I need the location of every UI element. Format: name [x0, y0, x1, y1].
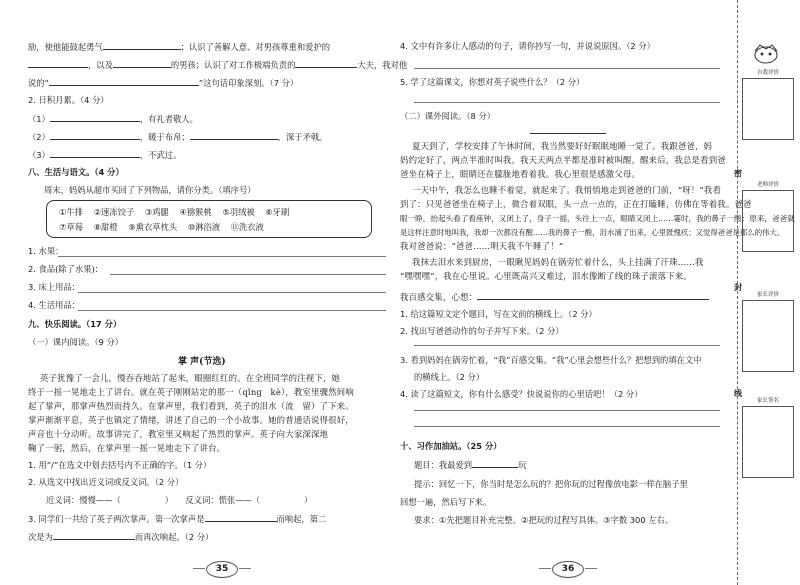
question-1: 1. 用“/”在选文中划去括号内不正确的字。（1 分）: [28, 460, 212, 470]
answer-blank[interactable]: [121, 494, 165, 503]
passage-line: 是这样注意时地叫我，我却一次都没有醒……我的鼻子一酸，泪水涌了出来，心里既愧疚；又觉得爸爸是那么的伟大。: [400, 228, 785, 237]
passage-line: 爸坐在椅子上，眼睛还在朦胧地看着我。我心里很是感激父母。: [400, 169, 641, 179]
passage-line: 我百感交集，心想：: [400, 290, 709, 305]
teacher-eval-box[interactable]: [742, 190, 794, 252]
q4: 4. 文中有许多让人感动的句子，请你抄写一句，并说说原因。（2 分）: [400, 41, 655, 51]
passage-line: 我对爸爸说：“爸爸……明天我不午睡了！”: [400, 241, 564, 251]
answer-blank[interactable]: [113, 58, 171, 68]
passage-line: 我抹去泪水来到厨房，一眼瞅见妈妈在锅旁忙着什么，头上挂满了汗珠……我: [412, 257, 704, 267]
parent-eval-box[interactable]: [742, 300, 794, 372]
category-bedding: 3. 床上用品：: [28, 282, 81, 292]
answer-line[interactable]: [414, 68, 720, 69]
teacher-eval-label: 老师评价: [756, 182, 779, 188]
passage-line: 妈约定好了，两点半准时叫我。我天天两点半都是准时被叫醒。醒来后，我总是看到爸: [400, 155, 726, 165]
question-3-cont: 次是为 而再次响起。（2 分）: [28, 532, 214, 542]
seal-char: 封: [734, 283, 742, 292]
items-row-1: ①牛排 ②速冻饺子 ③鸡腿 ④猕猴桃 ⑤羽绒被 ⑥牙刷: [59, 207, 290, 217]
question-3: 3. 同学们一共给了英子两次掌声。第一次掌声是 而响起，第二: [28, 514, 327, 524]
parent-eval-label: 家长评价: [756, 292, 779, 298]
parent-sign-box[interactable]: [742, 406, 794, 478]
answer-blank[interactable]: [190, 130, 278, 140]
seal-char: 线: [734, 389, 742, 398]
line-1: 励，使他能鼓起勇气 ；认识了善解人意、对男孩尊重和爱护的: [28, 42, 331, 52]
answer-blank[interactable]: [295, 58, 357, 68]
q2-item-2: （2） ，暖于布帛； ，深于矛戟。: [28, 132, 328, 142]
q3-cont: 的横线上。（2 分）: [414, 372, 485, 382]
requirements: 要求：①先把题目补充完整。②把玩的过程写具体。③字数 300 左右。: [414, 515, 674, 525]
answer-blank[interactable]: [50, 148, 140, 158]
section9-title: 九、快乐阅读。（17 分）: [28, 319, 122, 329]
q2: 2. 找出写爸爸动作的句子并写下来。（2 分）: [400, 326, 564, 336]
answer-blank[interactable]: [28, 58, 88, 68]
q2-item-1: （1） ，有礼者敬人。: [28, 114, 198, 124]
sub2: （二）课外阅读。（8 分）: [400, 111, 496, 121]
answer-blank[interactable]: [260, 494, 304, 503]
passage-line: 眼一睁，抬起头看了看座钟，又闭上了，身子一摇，头往上一点，眼睛又闭上……霎时，我的鼻子一酸：原来，爸爸就: [400, 214, 795, 223]
question-2-answers: 近义词：慢慢——（ ） 反义词：慌张——（ ）: [46, 495, 313, 505]
answer-line[interactable]: [414, 410, 720, 411]
page-number: 36: [552, 561, 584, 578]
passage-line: 起了掌声，那掌声热烈而持久。在掌声里，我们看到，英子的泪水（流 留）了下来。: [28, 401, 354, 411]
parent-sign-label: 家长签名: [756, 398, 779, 404]
answer-blank[interactable]: [50, 112, 140, 122]
hint-2: 回想一遍，然后写下来。: [400, 497, 492, 507]
answer-line[interactable]: [110, 274, 386, 275]
answer-line[interactable]: [414, 345, 720, 346]
section10-title: 十、习作加油站。（25 分）: [400, 441, 502, 451]
question-2: 2. 从选文中找出近义词或反义词。（2 分）: [28, 477, 184, 487]
answer-blank[interactable]: [49, 76, 199, 86]
passage-line: 掌声渐渐平息，英子也镇定了情绪，讲述了自己的一个小故事。她的普通话说得很好，: [28, 415, 354, 425]
answer-line[interactable]: [414, 102, 720, 103]
q1: 1. 给这篇短文定个题目，写在文前的横线上。（2 分）: [400, 309, 597, 319]
category-daily: 4. 生活用品：: [28, 300, 81, 310]
passage-line: “嘿嘿嘿”，我在心里说。心里既高兴又难过，泪水像断了线的珠子滚落下来。: [400, 271, 692, 281]
section8-title: 八、生活与语文。（4 分）: [28, 167, 124, 177]
answer-blank[interactable]: [205, 512, 277, 522]
q2-item-3: （3） ，不武过。: [28, 150, 182, 160]
self-eval-label: 自我评价: [756, 70, 779, 76]
q2-title: 2. 日积月累。（4 分）: [28, 95, 109, 105]
passage-line: 声音也十分动听。故事讲完了，教室里又响起了热烈的掌声。英子向大家深深地: [28, 429, 329, 439]
hint-1: 提示：回忆一下，你当时是怎么玩的？把你玩的过程像放电影一样在脑子里: [414, 479, 688, 489]
left-page: [28, 0, 408, 585]
passage-line: 到了：只见爸爸坐在椅子上，微合着双眼，头一点一点的，正在打瞌睡，仿佛在等着我。爸爸: [400, 199, 752, 209]
answer-line[interactable]: [78, 292, 386, 293]
answer-blank[interactable]: [50, 130, 140, 140]
answer-line[interactable]: [58, 256, 386, 257]
side-margin: [734, 0, 800, 585]
items-row-2: ⑦草莓 ⑧甜橙 ⑨熏衣草枕头 ⑩淋浴液 ⑪洗衣液: [59, 222, 264, 232]
q4b: 4. 读了这篇短文，你有什么感受？快说说你的心里话吧！（2 分）: [400, 389, 643, 399]
mascot-icon: [752, 43, 780, 65]
passage-line: 终于一摇一晃地走上了讲台。就在英子刚刚站定的那一（qǐng kè），教室里骤然间响: [28, 387, 354, 397]
section9-sub: （一）课内阅读。（9 分）: [28, 337, 124, 347]
self-eval-box[interactable]: [742, 78, 794, 140]
passage-line: 英子犹豫了一会儿，慢吞吞地站了起来，眼圈红红的。在全班同学的注视下，她: [40, 373, 341, 383]
passage-title: 掌 声(节选): [178, 357, 226, 367]
category-fruit: 1. 水果：: [28, 246, 64, 256]
answer-line[interactable]: [414, 426, 720, 427]
seal-char: 密: [734, 169, 742, 178]
title-blank[interactable]: [530, 133, 606, 134]
answer-blank[interactable]: [53, 530, 135, 540]
answer-blank[interactable]: [103, 40, 181, 50]
section8-intro: 周末，妈妈从超市买回了下列物品，请你分类。（填序号）: [44, 185, 256, 195]
line-2: ，以及 的男孩；认识了对工作极端负责的 大夫，我对他: [28, 58, 407, 71]
answer-blank[interactable]: [472, 458, 518, 468]
q5: 5. 学了这篇课文，你想对英子说些什么？（2 分）: [400, 77, 585, 87]
line-3: 说的“ ”这句话印象深刻。（7 分）: [28, 78, 299, 88]
answer-blank[interactable]: [477, 290, 709, 300]
essay-topic: 题目：我最爱到 玩: [414, 460, 527, 470]
items-box: [46, 200, 372, 238]
page-number: 35: [206, 561, 238, 578]
category-food: 2. 食品(除了水果)：: [28, 264, 104, 274]
answer-line[interactable]: [78, 310, 386, 311]
passage-line: 夏天到了，学校安排了午休时间，我当然要好好眠眠地睡一觉了。我跟爸爸，妈: [412, 141, 713, 151]
passage-line: 一天中午，我怎么也睡不着觉，就起来了。我悄悄地走到爸爸的门前，“呀！”我看: [412, 185, 722, 195]
q3: 3. 看到妈妈在锅旁忙着，“我”百感交集。“我”心里会想些什么？把想到的填在文中: [400, 355, 702, 365]
passage-line: 鞠了一躬，然后，在掌声里一摇一晃地走下了讲台。: [28, 443, 226, 453]
